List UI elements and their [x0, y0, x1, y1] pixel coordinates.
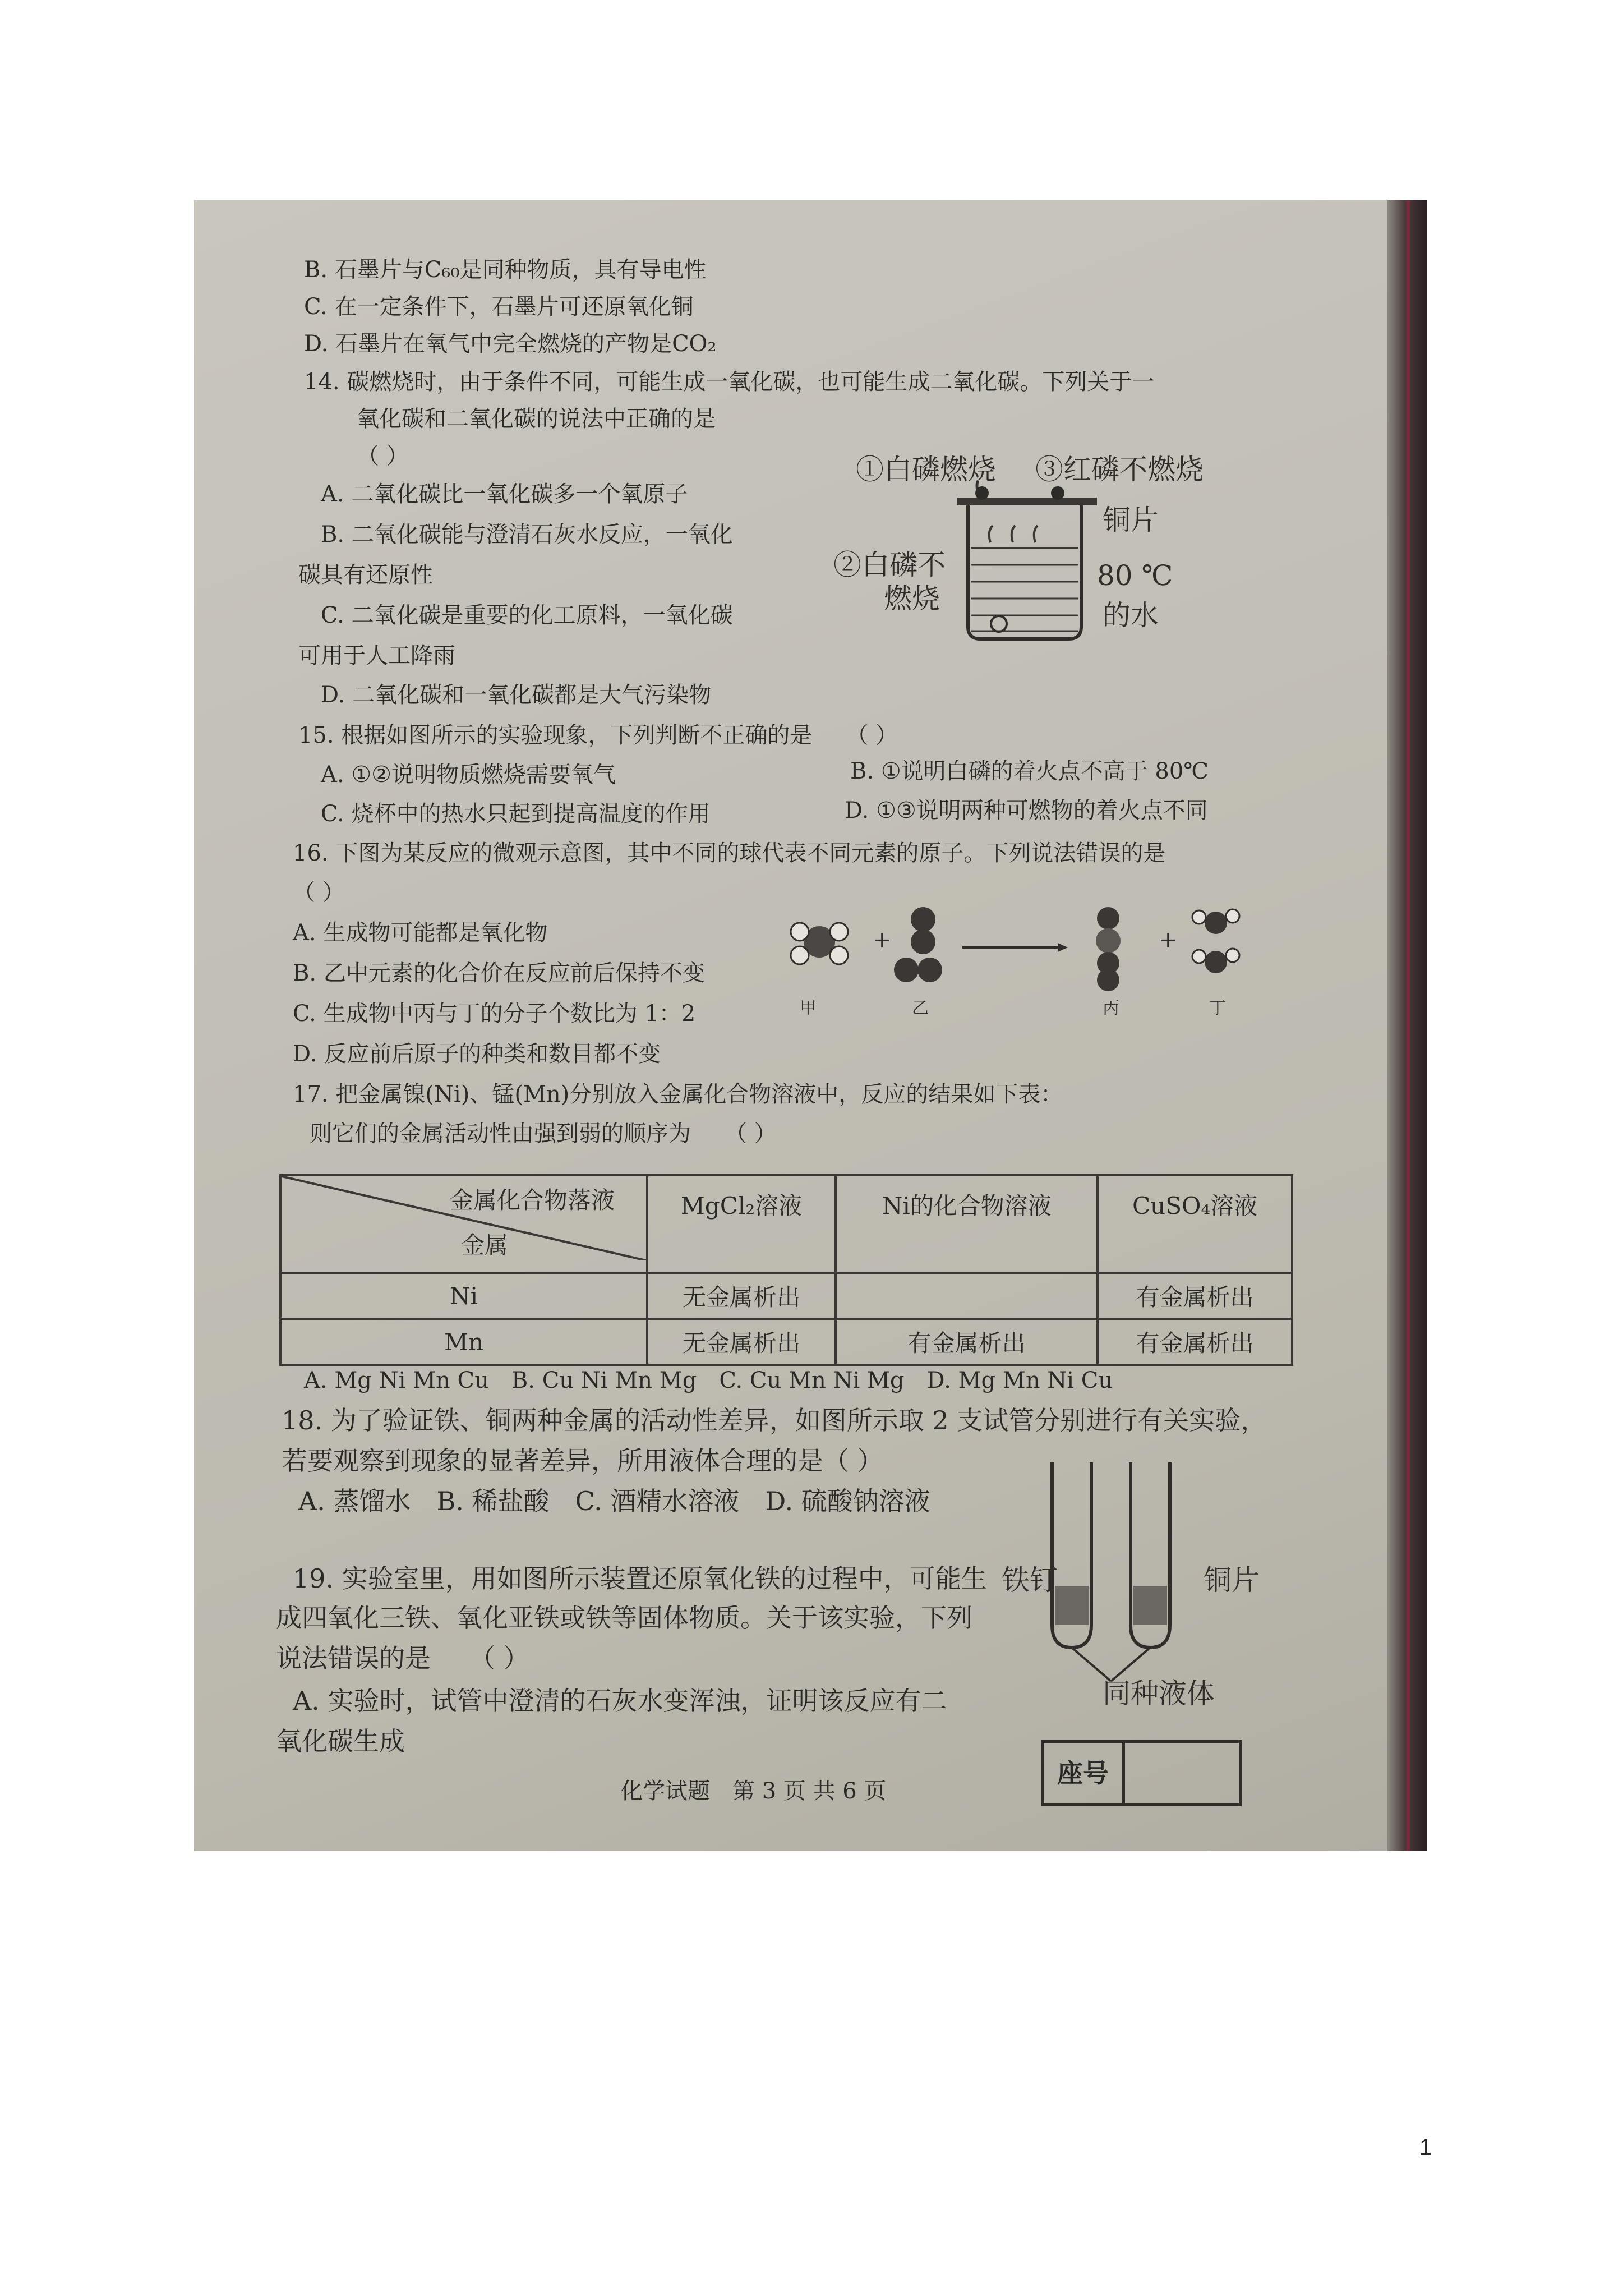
- fig15-label-1: ①白磷燃烧: [856, 453, 996, 486]
- fig15-temp-label: 80 ℃: [1097, 559, 1173, 592]
- liquid-left: [1055, 1586, 1089, 1625]
- q14-option-c-cont: 可用于人工降雨: [298, 643, 455, 669]
- column-header: MgCl₂溶液: [647, 1175, 836, 1273]
- header-top-label: 金属化合物落液: [450, 1186, 615, 1214]
- submerged-phosphorus: [991, 616, 1007, 632]
- q15-option-c: C. 烧杯中的热水只起到提高温度的作用: [321, 801, 711, 827]
- q14-option-b: B. 二氧化碳能与澄清石灰水反应，一氧化: [321, 522, 733, 547]
- copper-plate: [957, 498, 1097, 505]
- q17-stem: 17. 把金属镍(Ni)、锰(Mn)分别放入金属化合物溶液中，反应的结果如下表：: [293, 1082, 1063, 1107]
- seat-number-box: [1041, 1740, 1242, 1806]
- scanned-exam-page: [194, 200, 1427, 1851]
- fig15-label-3: ③红磷不燃烧: [1035, 453, 1204, 486]
- q19-stem-end: 说法错误的是 （ ）: [276, 1643, 529, 1673]
- table-cell: 有金属析出: [836, 1319, 1098, 1365]
- iron-nail-label: 铁钉: [1002, 1564, 1058, 1596]
- q16-paren: （ ）: [293, 880, 345, 905]
- plus-sign: +: [873, 927, 892, 953]
- q18-options: A. 蒸馏水 B. 稀盐酸 C. 酒精水溶液 D. 硫酸钠溶液: [298, 1486, 930, 1516]
- page-footer: 化学试题 第 3 页 共 6 页: [620, 1778, 887, 1804]
- q17-stem-cont: 则它们的金属活动性由强到弱的顺序为 （ ）: [310, 1121, 777, 1147]
- table-cell: 有金属析出: [1098, 1319, 1292, 1365]
- table-cell: 有金属析出: [1098, 1273, 1292, 1319]
- q15-stem: 15. 根据如图所示的实验现象，下列判断不正确的是 （ ）: [298, 723, 898, 748]
- q15-option-d: D. ①③说明两种可燃物的着火点不同: [845, 798, 1208, 823]
- label-yi: 乙: [912, 999, 929, 1018]
- q16-option-b: B. 乙中元素的化合价在反应前后保持不变: [293, 960, 705, 986]
- q14-option-b-cont: 碳具有还原性: [298, 562, 433, 588]
- q14-stem-cont: 氧化碳和二氧化碳的说法中正确的是: [357, 406, 716, 432]
- q19-option-a-cont: 氧化碳生成: [276, 1726, 405, 1756]
- q16-stem: 16. 下图为某反应的微观示意图，其中不同的球代表不同元素的原子。下列说法错误的是: [293, 840, 1166, 866]
- q13-option-d: D. 石墨片在氧气中完全燃烧的产物是CO₂: [304, 331, 717, 357]
- reaction-diagram: [777, 896, 1282, 1025]
- header-bottom-label: 金属: [461, 1231, 509, 1259]
- q19-stem: 19. 实验室里，用如图所示装置还原氧化铁的过程中，可能生: [293, 1563, 987, 1594]
- same-liquid-label: 同种液体: [1103, 1677, 1215, 1710]
- q17-options: A. Mg Ni Mn Cu B. Cu Ni Mn Mg C. Cu Mn Ni Mg D. Mg Mn Ni Cu: [304, 1368, 1113, 1393]
- table-row: [280, 1319, 1292, 1365]
- q14-option-c: C. 二氧化碳是重要的化工原料，一氧化碳: [321, 602, 733, 628]
- q16-option-a: A. 生成物可能都是氧化物: [293, 920, 548, 946]
- white-phosphorus: [975, 486, 989, 500]
- q14-option-a: A. 二氧化碳比一氧化碳多一个氧原子: [321, 481, 688, 507]
- svg-text:+: +: [1159, 927, 1178, 953]
- q19-stem-cont: 成四氧化三铁、氧化亚铁或铁等固体物质。关于该实验，下列: [276, 1603, 972, 1633]
- q14-stem: 14. 碳燃烧时，由于条件不同，可能生成一氧化碳，也可能生成二氧化碳。下列关于一: [304, 369, 1155, 395]
- q13-option-c: C. 在一定条件下，石墨片可还原氧化铜: [304, 294, 694, 320]
- binding-line: [1407, 200, 1410, 1851]
- fig15-label-2a: ②白磷不: [833, 549, 946, 581]
- row-metal: Ni: [280, 1273, 647, 1319]
- label-bing: 丙: [1103, 999, 1119, 1018]
- q15-option-b: B. ①说明白磷的着火点不高于 80℃: [850, 758, 1209, 784]
- molecule-bing: [1096, 907, 1121, 991]
- fig15-copper-label: 铜片: [1103, 504, 1159, 536]
- row-metal: Mn: [280, 1319, 647, 1365]
- seat-number-label: 座号: [1044, 1743, 1125, 1803]
- table-cell: 无金属析出: [647, 1273, 836, 1319]
- table-header-corner: [280, 1175, 647, 1273]
- molecule-jia: [791, 923, 848, 964]
- molecules-ding: [1192, 909, 1239, 973]
- fig15-water-label: 的水: [1103, 599, 1159, 632]
- q14-paren: （ ）: [357, 443, 409, 469]
- q13-option-b: B. 石墨片与C₆₀是同种物质，具有导电性: [304, 257, 707, 283]
- copper-label: 铜片: [1204, 1564, 1260, 1596]
- fig15-label-2b: 燃烧: [884, 582, 940, 615]
- steam-icon: [989, 526, 1038, 542]
- reaction-results-table: [279, 1174, 1293, 1366]
- table-row: [280, 1273, 1292, 1319]
- label-jia: 甲: [800, 999, 817, 1018]
- column-header: Ni的化合物溶液: [836, 1175, 1098, 1273]
- q18-stem-cont: 若要观察到现象的显著差异，所用液体合理的是（ ）: [282, 1446, 883, 1476]
- page-number: 1: [1419, 2135, 1432, 2160]
- q19-option-a: A. 实验时，试管中澄清的石灰水变浑浊，证明该反应有二: [293, 1686, 947, 1716]
- liquid-right: [1133, 1586, 1167, 1625]
- q16-option-c: C. 生成物中丙与丁的分子个数比为 1：2: [293, 1001, 696, 1027]
- table-cell: [836, 1273, 1098, 1319]
- table-cell: 无金属析出: [647, 1319, 836, 1365]
- column-header: CuSO₄溶液: [1098, 1175, 1292, 1273]
- q14-option-d: D. 二氧化碳和一氧化碳都是大气污染物: [321, 682, 712, 708]
- label-ding: 丁: [1209, 999, 1226, 1018]
- beaker-outline: [968, 505, 1081, 639]
- water-lines: [971, 548, 1078, 631]
- q16-option-d: D. 反应前后原子的种类和数目都不变: [293, 1041, 661, 1067]
- red-phosphorus: [1051, 486, 1064, 500]
- molecules-yi: [894, 907, 942, 982]
- beaker-diagram: [946, 481, 1103, 649]
- q15-option-a: A. ①②说明物质燃烧需要氧气: [321, 762, 616, 788]
- q18-stem: 18. 为了验证铁、铜两种金属的活动性差异，如图所示取 2 支试管分别进行有关实验，: [282, 1405, 1267, 1435]
